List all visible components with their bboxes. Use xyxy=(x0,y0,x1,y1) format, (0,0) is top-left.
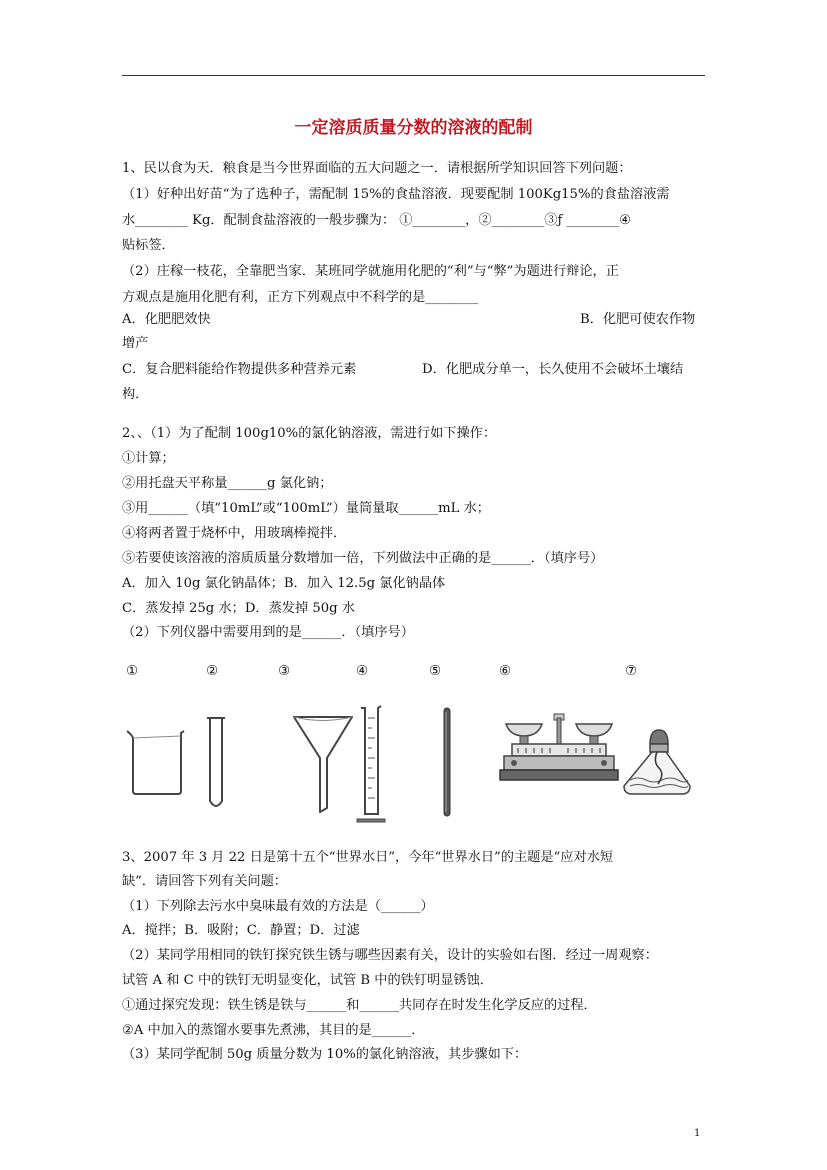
q1-option-b: B．化肥可使农作物 xyxy=(580,312,696,327)
q3-line-5: （2）某同学用相同的铁钉探究铁生锈与哪些因素有关，设计的实验如右图．经过一周观察： xyxy=(122,948,658,963)
apparatus-label-4: ④ xyxy=(356,663,369,679)
apparatus-label-2: ② xyxy=(206,663,219,679)
q1-option-c: C．复合肥料能给作物提供多种营养元素 xyxy=(122,362,357,377)
q3-line-3: （1）下列除去污水中臭味最有效的方法是（______） xyxy=(122,899,434,914)
q3-line-9: （3）某同学配制 50g 质量分数为 10%的氯化钠溶液，其步骤如下： xyxy=(122,1047,528,1062)
q1-line-2: （1）好种出好苗“为了选种子，需配制 15%的食盐溶液．现要配制 100Kg15%的食盐溶液需 xyxy=(122,187,670,202)
q2-line-2: ①计算； xyxy=(122,451,175,466)
q2-line-1: 2、、（1）为了配制 100g10%的氯化钠溶液，需进行如下操作： xyxy=(122,426,497,441)
test-tube-icon xyxy=(205,715,227,811)
glass-rod-icon xyxy=(440,706,454,818)
q2-line-5: ④将两者置于烧杯中，用玻璃棒搅拌． xyxy=(122,526,347,541)
beaker-icon xyxy=(124,728,186,796)
q2-line-3: ②用托盘天平称量______g 氯化钠； xyxy=(122,476,333,491)
q1-line-3: 水________ Kg．配制食盐溶液的一般步骤为： ①________，②________③ƒ ________④ xyxy=(122,213,632,228)
q1-option-a: A．化肥肥效快 xyxy=(122,312,211,327)
alcohol-lamp-icon xyxy=(622,726,692,798)
balance-scale-icon xyxy=(498,712,620,784)
apparatus-label-6: ⑥ xyxy=(499,663,512,679)
document-title: 一定溶质质量分数的溶液的配制 xyxy=(294,118,533,138)
page-number: 1 xyxy=(694,1128,701,1139)
apparatus-label-5: ⑤ xyxy=(429,663,442,679)
apparatus-label-3: ③ xyxy=(278,663,291,679)
q1-line-6: 方观点是施用化肥有利，正方下列观点中不科学的是________ xyxy=(122,290,479,305)
funnel-icon xyxy=(291,714,355,812)
q1-option-b-cont: 增产 xyxy=(122,336,149,351)
q3-line-8: ②A 中加入的蒸馏水要事先煮沸，其目的是______． xyxy=(122,1023,425,1038)
q1-line-1: 1、民以食为天．粮食是当今世界面临的五大问题之一．请根据所学知识回答下列问题： xyxy=(122,161,632,176)
q2-line-4: ③用______（填“10mL”或“100mL”）量筒量取______mL 水； xyxy=(122,501,490,516)
q3-line-4: A．搅拌；B．吸附；C．静置；D．过滤 xyxy=(122,923,360,938)
apparatus-label-7: ⑦ xyxy=(625,663,638,679)
q1-line-4: 贴标签． xyxy=(122,238,175,253)
q3-line-6: 试管 A 和 C 中的铁钉无明显变化，试管 B 中的铁钉明显锈蚀． xyxy=(122,973,493,988)
q2-line-8: C．蒸发掉 25g 水；D．蒸发掉 50g 水 xyxy=(122,601,355,616)
header-rule xyxy=(122,75,705,76)
q2-line-7: A．加入 10g 氯化钠晶体；B．加入 12.5g 氯化钠晶体 xyxy=(122,576,446,591)
apparatus-label-1: ① xyxy=(126,663,139,679)
graduated-cylinder-icon xyxy=(354,704,386,824)
q3-line-2: 缺”．请回答下列有关问题： xyxy=(122,874,287,889)
q2-line-6: ⑤若要使该溶液的溶质质量分数增加一倍，下列做法中正确的是______．（填序号） xyxy=(122,551,604,566)
q3-line-7: ①通过探究发现：铁生锈是铁与______和______共同存在时发生化学反应的过程． xyxy=(122,998,597,1013)
q3-line-1: 3、2007 年 3 月 22 日是第十五个“世界水日”，今年“世界水日”的主题是“应对水短 xyxy=(122,850,614,865)
q2-line-9: （2）下列仪器中需要用到的是______．（填序号） xyxy=(122,625,414,640)
q1-option-d: D．化肥成分单一，长久使用不会破坏土壤结 xyxy=(422,362,684,377)
q1-line-5: （2）庄稼一枝花，全靠肥当家．某班同学就施用化肥的“利”与“弊”为题进行辩论，正 xyxy=(122,264,619,279)
q1-option-d-cont: 构． xyxy=(122,387,149,402)
